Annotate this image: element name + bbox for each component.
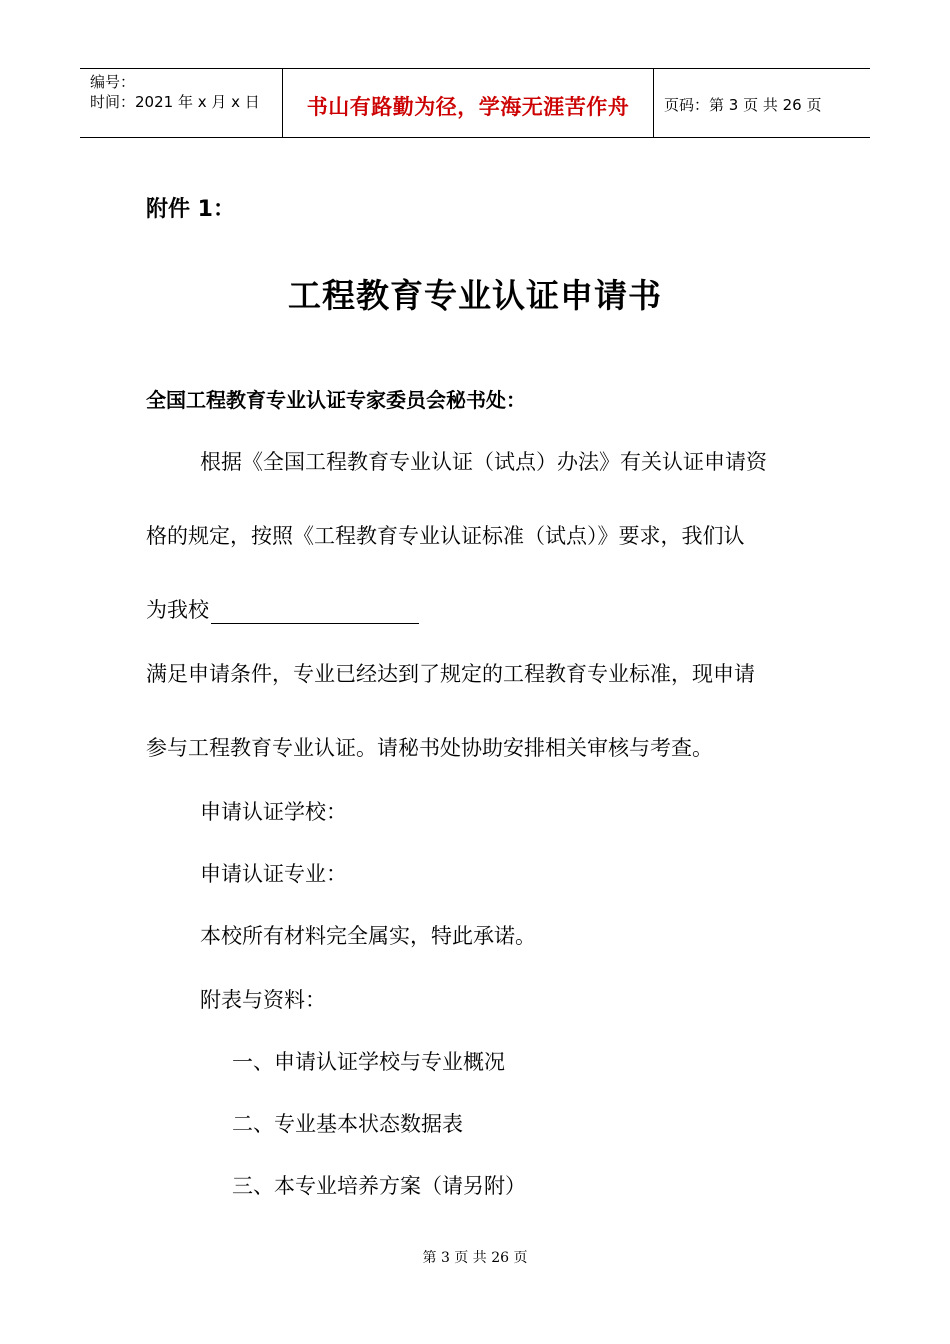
page-footer: 第 3 页 共 26 页 — [422, 1250, 528, 1266]
field-applicant-school: 申请认证学校： — [200, 800, 347, 824]
body-line-3: 为我校 — [146, 598, 209, 622]
list-item: 三、本专业培养方案（请另附） — [232, 1174, 526, 1198]
body-line-3-wrapper — [146, 594, 419, 624]
body-line-1: 根据《全国工程教育专业认证（试点）办法》有关认证申请资 — [200, 450, 767, 474]
body-line-2: 格的规定，按照《工程教育专业认证标准（试点）》要求，我们认 — [146, 524, 745, 548]
header-motto: 书山有路勤为径，学海无涯苦作舟 — [306, 95, 630, 119]
body-line-4: 满足申请条件，专业已经达到了规定的工程教育专业标准，现申请 — [146, 662, 755, 686]
body-line-5: 参与工程教育专业认证。请秘书处协助安排相关审核与考查。 — [146, 736, 713, 760]
salutation: 全国工程教育专业认证专家委员会秘书处： — [146, 388, 526, 412]
list-item: 一、申请认证学校与专业概况 — [232, 1050, 505, 1074]
header-page-code: 页码：第 3 页 共 26 页 — [664, 96, 822, 114]
attachment-label: 附件 1： — [146, 197, 235, 222]
page-header — [80, 68, 870, 138]
header-info-cell — [80, 69, 282, 137]
attachments-heading: 附表与资料： — [200, 988, 326, 1012]
document-title: 工程教育专业认证申请书 — [288, 276, 662, 315]
header-page-cell — [654, 69, 870, 137]
commitment-statement: 本校所有材料完全属实，特此承诺。 — [200, 924, 536, 948]
document-number-label: 编号： — [90, 73, 136, 91]
document-time-label: 时间：2021 年 x 月 x 日 — [90, 93, 260, 111]
field-applicant-major: 申请认证专业： — [200, 862, 347, 886]
school-name-blank[interactable] — [211, 601, 419, 624]
list-item: 二、专业基本状态数据表 — [232, 1112, 463, 1136]
header-motto-cell — [282, 69, 654, 137]
